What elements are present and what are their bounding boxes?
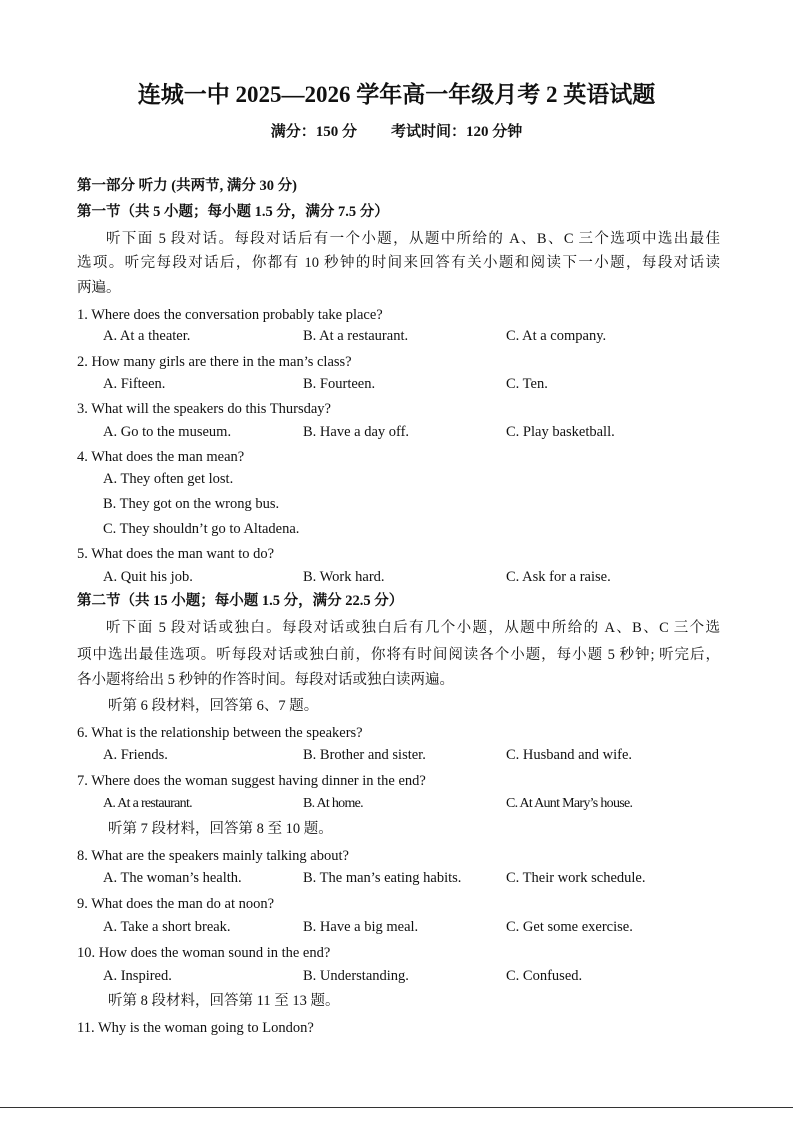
answer-option: A. They often get lost. bbox=[103, 471, 234, 487]
answer-option-c: C. Husband and wife. bbox=[506, 747, 633, 763]
answer-option-c: C. At Aunt Mary’s house. bbox=[506, 796, 633, 811]
answer-option-b: B. Brother and sister. bbox=[303, 747, 426, 763]
answer-option-a: A. Inspired. bbox=[103, 968, 172, 984]
answer-option: C. They shouldn’t go to Altadena. bbox=[103, 521, 300, 537]
answer-option-b: B. Understanding. bbox=[303, 968, 409, 984]
exam-info bbox=[0, 122, 793, 142]
answer-option-b: B. Work hard. bbox=[303, 569, 385, 585]
listening-cue: 听第 8 段材料，回答第 11 至 13 题。 bbox=[108, 993, 340, 1009]
answer-option-a: A. Fifteen. bbox=[103, 376, 166, 392]
question: 3. What will the speakers do this Thursday? bbox=[77, 401, 331, 417]
instructions-line: 各小题将给出 5 秒钟的作答时间。每段对话或独白读两遍。 bbox=[77, 672, 454, 688]
answer-option-b: B. Have a day off. bbox=[303, 424, 410, 440]
section-heading: 第二节（共 15 小题；每小题 1.5 分，满分 22.5 分） bbox=[77, 593, 404, 609]
answer-option-c: C. Ask for a raise. bbox=[506, 569, 611, 585]
listening-cue: 听第 7 段材料，回答第 8 至 10 题。 bbox=[108, 821, 333, 837]
instructions-line: 项中选出最佳选项。听每段对话或独白前，你将有时间阅读各个小题，每小题 5 秒钟; 听完后， bbox=[77, 647, 720, 663]
full-score: 满分：150 分 bbox=[270, 124, 357, 140]
answer-option-b: B. At a restaurant. bbox=[303, 328, 409, 344]
answer-option: B. They got on the wrong bus. bbox=[103, 496, 280, 512]
question: 6. What is the relationship between the speakers? bbox=[77, 725, 363, 741]
instructions-line: 选项。听完每段对话后，你都有 10 秒钟的时间来回答有关小题和阅读下一小题，每段对话读 bbox=[77, 255, 720, 271]
answer-option-a: A. Take a short break. bbox=[103, 919, 231, 935]
answer-option-a: A. Go to the museum. bbox=[103, 424, 232, 440]
question: 10. How does the woman sound in the end? bbox=[77, 945, 331, 961]
question: 2. How many girls are there in the man’s class? bbox=[77, 354, 352, 370]
listening-cue: 听第 6 段材料，回答第 6、7 题。 bbox=[108, 698, 319, 714]
answer-option-c: C. At a company. bbox=[506, 328, 607, 344]
answer-option-b: B. Have a big meal. bbox=[303, 919, 419, 935]
answer-option-b: B. At home. bbox=[303, 796, 363, 811]
answer-option-c: C. Get some exercise. bbox=[506, 919, 633, 935]
question: 1. Where does the conversation probably take place? bbox=[77, 307, 383, 323]
answer-option-c: C. Confused. bbox=[506, 968, 583, 984]
question: 7. Where does the woman suggest having dinner in the end? bbox=[77, 773, 426, 789]
question: 9. What does the man do at noon? bbox=[77, 896, 275, 912]
question: 8. What are the speakers mainly talking about? bbox=[77, 848, 349, 864]
answer-option-a: A. At a restaurant. bbox=[103, 796, 192, 811]
answer-option-a: A. At a theater. bbox=[103, 328, 191, 344]
page-bottom-rule bbox=[0, 1107, 793, 1108]
instructions-line: 听下面 5 段对话或独白。每段对话或独白后有几个小题，从题中所给的 A、B、C 三个选 bbox=[106, 620, 720, 636]
answer-option-b: B. The man’s eating habits. bbox=[303, 870, 462, 886]
answer-option-a: A. Friends. bbox=[103, 747, 168, 763]
answer-option-c: C. Ten. bbox=[506, 376, 548, 392]
instructions-line: 两遍。 bbox=[77, 280, 121, 296]
answer-option-a: A. Quit his job. bbox=[103, 569, 193, 585]
exam-time: 考试时间：120 分钟 bbox=[391, 124, 523, 140]
section-heading: 第一节（共 5 小题；每小题 1.5 分，满分 7.5 分） bbox=[77, 204, 389, 220]
question: 11. Why is the woman going to London? bbox=[77, 1020, 314, 1036]
exam-title: 连城一中 2025—2026 学年高一年级月考 2 英语试题 bbox=[137, 82, 656, 107]
question: 5. What does the man want to do? bbox=[77, 546, 275, 562]
question: 4. What does the man mean? bbox=[77, 449, 245, 465]
answer-option-a: A. The woman’s health. bbox=[103, 870, 242, 886]
answer-option-c: C. Play basketball. bbox=[506, 424, 615, 440]
answer-option-c: C. Their work schedule. bbox=[506, 870, 646, 886]
instructions-line: 听下面 5 段对话。每段对话后有一个小题，从题中所给的 A、B、C 三个选项中选出最佳 bbox=[106, 231, 720, 247]
answer-option-b: B. Fourteen. bbox=[303, 376, 376, 392]
section-heading: 第一部分 听力 (共两节, 满分 30 分) bbox=[77, 178, 297, 194]
